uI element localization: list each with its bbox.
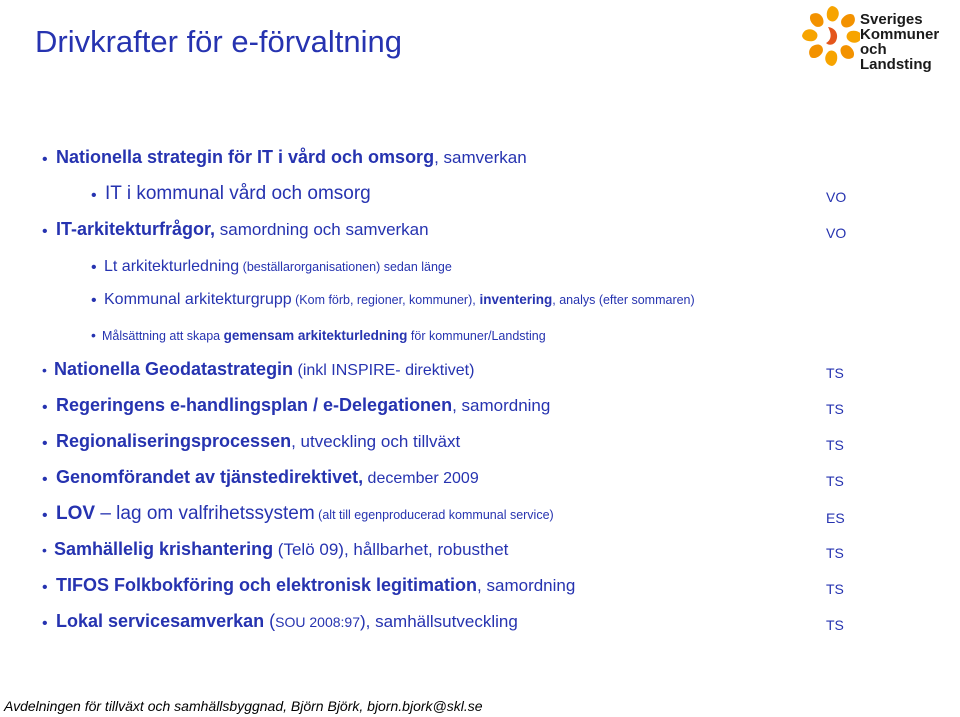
logo-wordmark	[860, 12, 960, 72]
category-code: TS	[826, 581, 844, 597]
list-item-part: Kommunal arkitekturgrupp	[104, 291, 292, 308]
footer-text: Avdelningen för tillväxt och samhällsbyggnad, Björn Björk, bjorn.bjork@skl.se	[4, 698, 483, 714]
list-item-rest: (inkl INSPIRE- direktivet)	[293, 362, 475, 379]
list-item-part: (Kom förb, regioner, kommuner),	[291, 293, 476, 307]
bullet-icon: •	[91, 292, 97, 309]
bullet-icon: •	[42, 579, 48, 596]
list-item-bold: TIFOS Folkbokföring och elektronisk legitimation	[56, 575, 478, 595]
bullet-icon: •	[91, 259, 97, 276]
category-code: TS	[826, 401, 844, 417]
list-item-part: ), samhällsutveckling	[360, 612, 518, 631]
list-item-part: – lag om valfrihetssystem	[95, 503, 315, 524]
bullet-icon: •	[42, 471, 48, 488]
list-item-part: SOU 2008:97	[275, 614, 360, 630]
list-item-text	[56, 147, 527, 168]
list-item-part: LOV	[56, 503, 96, 524]
list-item-rest: december 2009	[363, 470, 479, 487]
category-code: VO	[826, 225, 847, 241]
list-item-text	[56, 575, 575, 596]
bullet-icon: •	[42, 615, 48, 632]
list-item-text: IT i kommunal vård och omsorg	[105, 183, 371, 204]
list-item-part: , analys (efter sommaren)	[552, 293, 695, 307]
list-item-text	[56, 467, 479, 488]
category-code: VO	[826, 189, 847, 205]
list-item-text	[56, 431, 460, 452]
list-item-rest: , samverkan	[434, 148, 527, 167]
skl-emblem-icon	[800, 2, 860, 70]
list-item-part: för kommuner/Landsting	[407, 329, 546, 343]
slide-title: Drivkrafter för e-förvaltning	[35, 24, 402, 59]
category-code: TS	[826, 473, 844, 489]
logo-line-2: Kommuner	[860, 26, 940, 43]
list-item-rest: , samordning	[452, 396, 551, 415]
logo-line-3: och Landsting	[860, 41, 932, 73]
list-item-part: gemensam arkitekturledning	[223, 328, 408, 343]
list-item-bold: Nationella Geodatastrategin	[54, 359, 294, 379]
list-item-bold: Nationella strategin för IT i vård och omsorg	[56, 147, 435, 167]
category-code: ES	[826, 510, 845, 526]
bullet-icon: •	[42, 542, 47, 558]
list-item-rest: , samordning	[477, 576, 576, 595]
bullet-icon: •	[42, 435, 48, 452]
list-item-rest: (Telö 09), hållbarhet, robusthet	[273, 540, 509, 559]
category-code: TS	[826, 437, 844, 453]
list-item-bold: Regeringens e-handlingsplan / e-Delegationen	[56, 395, 453, 415]
list-item-part: inventering	[475, 292, 553, 307]
list-item-part: Lokal servicesamverkan	[56, 611, 265, 631]
list-item-part: (alt till egenproducerad kommunal service)	[314, 508, 554, 522]
skl-logo	[800, 2, 960, 73]
list-item-text	[104, 258, 452, 276]
list-item-text	[56, 395, 550, 416]
list-item-text	[104, 291, 695, 309]
list-item-part: (	[264, 611, 276, 631]
category-code: TS	[826, 617, 844, 633]
list-item-part: Lt arkitekturledning	[104, 258, 240, 275]
list-item-text	[102, 328, 546, 343]
bullet-icon: •	[91, 327, 96, 343]
list-item-part: Målsättning att skapa	[102, 329, 224, 343]
list-item-text	[54, 359, 474, 380]
list-item-part: (beställarorganisationen) sedan länge	[239, 260, 452, 274]
bullet-icon: •	[91, 187, 97, 204]
bullet-icon: •	[42, 362, 47, 378]
bullet-icon: •	[42, 223, 48, 240]
bullet-icon: •	[42, 507, 48, 524]
category-code: TS	[826, 365, 844, 381]
list-item-text	[56, 611, 518, 632]
bullet-icon: •	[42, 151, 48, 168]
logo-line-1: Sveriges	[860, 11, 923, 28]
list-item-bold: Regionaliseringsprocessen	[56, 431, 292, 451]
list-item-text	[54, 539, 508, 560]
bullet-icon: •	[42, 399, 48, 416]
list-item-text	[56, 219, 429, 240]
list-item-rest: , utveckling och tillväxt	[291, 432, 461, 451]
list-item-rest: samordning och samverkan	[215, 220, 429, 239]
category-code: TS	[826, 545, 844, 561]
list-item-bold: Genomförandet av tjänstedirektivet,	[56, 467, 364, 487]
list-item-text	[56, 503, 554, 525]
list-item-bold: Samhällelig krishantering	[54, 539, 274, 559]
list-item-bold: IT-arkitekturfrågor,	[56, 219, 216, 239]
